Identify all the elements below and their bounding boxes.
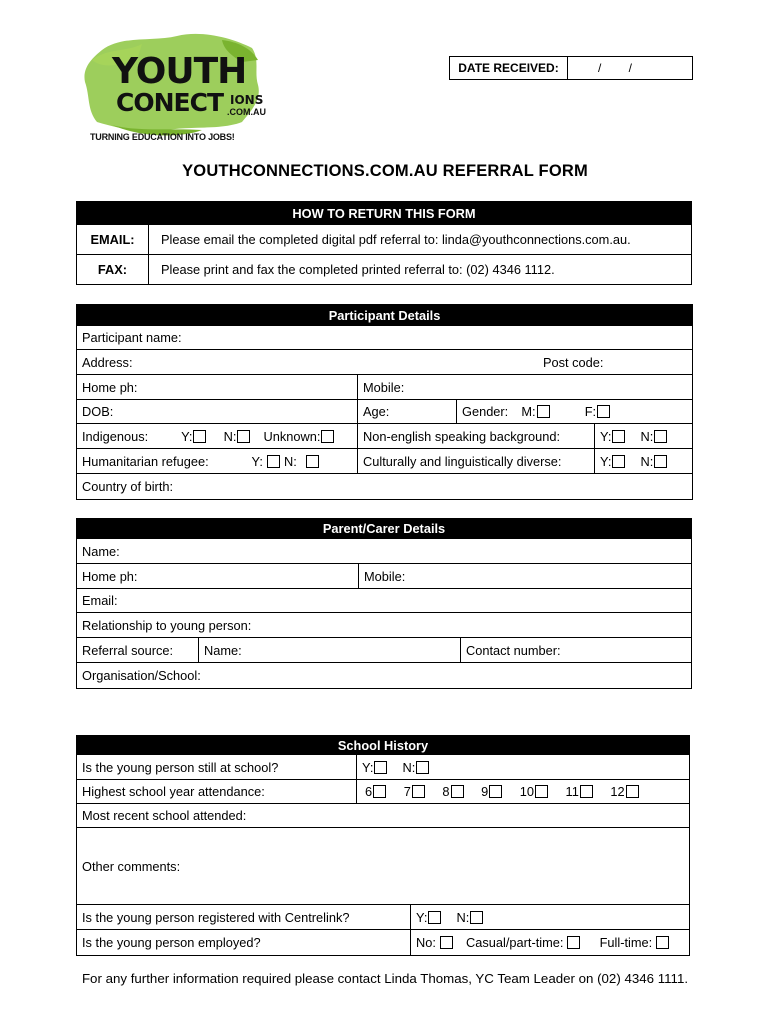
school-history-table (76, 735, 690, 956)
fax-instructions: Please print and fax the completed printed referral to: (02) 4346 1112. (149, 255, 692, 285)
year-9-checkbox[interactable] (489, 785, 502, 798)
participant-gender-field (457, 400, 693, 424)
centrelink-y-checkbox[interactable] (428, 911, 441, 924)
logo-text-ions: IONS (230, 93, 264, 107)
postcode-label[interactable]: Post code: (543, 355, 604, 370)
gender-label: Gender: (462, 404, 509, 419)
cald-n-label: N: (640, 453, 654, 469)
organisation-school-field[interactable]: Organisation/School: (77, 663, 692, 689)
logo-tagline: TURNING EDUCATION INTO JOBS! (90, 132, 235, 142)
centrelink-options (411, 905, 690, 930)
logo-text-conect: CONECT (116, 88, 224, 117)
date-received-label: DATE RECEIVED: (450, 57, 568, 79)
employed-casual-checkbox[interactable] (567, 936, 580, 949)
referral-source-label: Referral source: (77, 638, 199, 663)
referral-name-field[interactable]: Name: (199, 638, 461, 663)
year-7-label: 7 (403, 784, 411, 799)
form-title: YOUTHCONNECTIONS.COM.AU REFERRAL FORM (182, 162, 588, 180)
gender-m-label: M: (521, 404, 536, 419)
parent-carer-table (76, 518, 692, 689)
gender-f-checkbox[interactable] (597, 405, 610, 418)
year-9-label: 9 (481, 784, 489, 799)
email-label: EMAIL: (77, 225, 149, 255)
relationship-field[interactable]: Relationship to young person: (77, 613, 692, 638)
humanitarian-y-checkbox[interactable] (267, 455, 280, 468)
humanitarian-y-label: Y: (251, 453, 263, 469)
humanitarian-n-label: N: (284, 453, 297, 469)
date-received-box (449, 56, 693, 80)
year-12-checkbox[interactable] (626, 785, 639, 798)
centrelink-label: Is the young person registered with Centrelink? (77, 905, 411, 930)
youth-connections-logo (82, 30, 266, 155)
year-12-label: 12 (610, 784, 625, 799)
date-received-field[interactable]: / / (598, 61, 633, 75)
humanitarian-field (77, 449, 358, 474)
nesb-n-checkbox[interactable] (654, 430, 667, 443)
indigenous-unknown-label: Unknown: (263, 428, 321, 444)
footer-contact-note: For any further information required please contact Linda Thomas, YC Team Leader on (02) 4346 1111. (81, 971, 689, 986)
highest-year-label: Highest school year attendance: (77, 780, 357, 804)
logo-text-youth: YOUTH (112, 51, 247, 92)
still-at-school-y-label: Y: (362, 759, 374, 775)
cald-options (595, 449, 693, 474)
parent-email-field[interactable]: Email: (77, 589, 692, 613)
participant-home-ph-field[interactable]: Home ph: (77, 375, 358, 400)
recent-school-field[interactable]: Most recent school attended: (77, 804, 690, 828)
participant-details-table (76, 304, 693, 500)
year-7-checkbox[interactable] (412, 785, 425, 798)
contact-number-field[interactable]: Contact number: (461, 638, 692, 663)
indigenous-field (77, 424, 358, 449)
participant-mobile-field[interactable]: Mobile: (358, 375, 693, 400)
indigenous-n-checkbox[interactable] (237, 430, 250, 443)
still-at-school-y-checkbox[interactable] (374, 761, 387, 774)
participant-age-field[interactable]: Age: (358, 400, 457, 424)
logo-text-domain: .COM.AU (227, 107, 266, 117)
indigenous-y-label: Y: (181, 428, 193, 444)
country-of-birth-field[interactable]: Country of birth: (77, 474, 693, 500)
indigenous-n-label: N: (223, 428, 237, 444)
nesb-options (595, 424, 693, 449)
parent-home-ph-field[interactable]: Home ph: (77, 564, 359, 589)
year-8-checkbox[interactable] (451, 785, 464, 798)
humanitarian-n-checkbox[interactable] (306, 455, 319, 468)
nesb-label: Non-english speaking background: (358, 424, 595, 449)
nesb-y-label: Y: (600, 428, 612, 444)
cald-y-checkbox[interactable] (612, 455, 625, 468)
employed-no-checkbox[interactable] (440, 936, 453, 949)
fax-label: FAX: (77, 255, 149, 285)
year-6-label: 6 (365, 784, 373, 799)
still-at-school-n-checkbox[interactable] (416, 761, 429, 774)
gender-f-label: F: (584, 404, 597, 419)
parent-name-field[interactable]: Name: (77, 539, 692, 564)
participant-dob-field[interactable]: DOB: (77, 400, 358, 424)
year-10-checkbox[interactable] (535, 785, 548, 798)
email-instructions: Please email the completed digital pdf referral to: linda@youthconnections.com.au. (149, 225, 692, 255)
still-at-school-options (357, 755, 690, 780)
year-6-checkbox[interactable] (373, 785, 386, 798)
centrelink-n-checkbox[interactable] (470, 911, 483, 924)
humanitarian-label: Humanitarian refugee: (82, 453, 209, 469)
employed-fulltime-checkbox[interactable] (656, 936, 669, 949)
year-11-label: 11 (565, 784, 579, 799)
year-11-checkbox[interactable] (580, 785, 593, 798)
year-8-label: 8 (442, 784, 450, 799)
return-header: HOW TO RETURN THIS FORM (77, 202, 692, 225)
participant-address-field[interactable] (77, 350, 693, 375)
indigenous-label: Indigenous: (82, 428, 149, 444)
other-comments-field[interactable]: Other comments: (77, 828, 690, 905)
participant-name-field[interactable]: Participant name: (77, 326, 693, 350)
return-instructions-table (76, 201, 692, 285)
address-label: Address: (82, 354, 133, 370)
nesb-y-checkbox[interactable] (612, 430, 625, 443)
participant-header: Participant Details (77, 305, 693, 326)
highest-year-options (357, 780, 690, 804)
cald-y-label: Y: (600, 453, 612, 469)
cald-label: Culturally and linguistically diverse: (358, 449, 595, 474)
gender-m-checkbox[interactable] (537, 405, 550, 418)
still-at-school-label: Is the young person still at school? (77, 755, 357, 780)
employed-fulltime-label: Full-time: (599, 935, 653, 950)
year-10-label: 10 (519, 784, 534, 799)
centrelink-y-label: Y: (416, 909, 428, 925)
cald-n-checkbox[interactable] (654, 455, 667, 468)
centrelink-n-label: N: (456, 909, 470, 925)
school-header: School History (77, 736, 690, 755)
employed-no-label: No: (416, 935, 436, 950)
employed-label: Is the young person employed? (77, 930, 411, 956)
employed-casual-label: Casual/part-time: (466, 935, 564, 950)
employed-options (411, 930, 690, 956)
indigenous-unknown-checkbox[interactable] (321, 430, 334, 443)
parent-header: Parent/Carer Details (77, 519, 692, 539)
nesb-n-label: N: (640, 428, 654, 444)
parent-mobile-field[interactable]: Mobile: (359, 564, 692, 589)
still-at-school-n-label: N: (402, 759, 416, 775)
indigenous-y-checkbox[interactable] (193, 430, 206, 443)
